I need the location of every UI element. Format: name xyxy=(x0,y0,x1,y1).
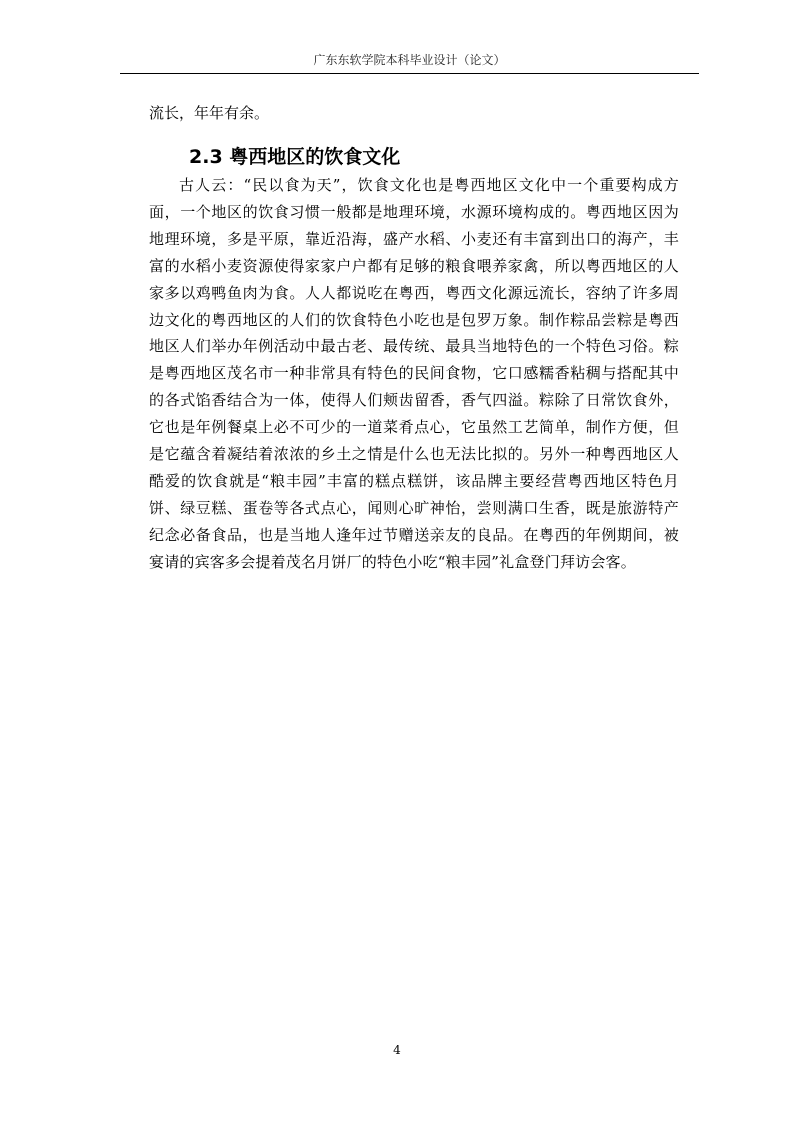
section-heading: 2.3 粤西地区的饮食文化 xyxy=(189,146,401,168)
page-body xyxy=(149,100,679,576)
page-number: 4 xyxy=(393,1043,401,1057)
body-paragraph: 古人云：“民以食为天”，饮食文化也是粤西地区文化中一个重要构成方面，一个地区的饮食习惯一般都是地理环境，水源环境构成的。粤西地区因为地理环境，多是平原，靠近沿海，盛产水稻、小麦还有丰富到出口的海产，丰富的水稻小麦资源使得家家户户都有足够的粮食喂养家禽，所以粤西地区的人家多以鸡鸭鱼肉为食。人人都说吃在粤西，粤西文化源远流长，容纳了许多周边文化的粤西地区的人们的饮食特色小吃也是包罗万象。制作粽品尝粽是粤西地区人们举办年例活动中最古老、最传统、最具当地特色的一个特色习俗。粽是粤西地区茂名市一种非常具有特色的民间食物，它口感糯香粘稠与搭配其中的各式馅香结合为一体，使得人们颊齿留香，香气四溢。粽除了日常饮食外，它也是年例餐桌上必不可少的一道菜肴点心，它虽然工艺简单，制作方便，但是它蕴含着凝结着浓浓的乡土之情是什么也无法比拟的。另外一种粤西地区人酷爱的饮食就是“粮丰园”丰富的糕点糕饼，该品牌主要经营粤西地区特色月饼、绿豆糕、蛋卷等各式点心，闻则心旷神怡，尝则满口生香，既是旅游特产纪念必备食品，也是当地人逢年过节赠送亲友的良品。在粤西的年例期间，被宴请的宾客多会提着茂名月饼厂的特色小吃“粮丰园”礼盒登门拜访会客。 xyxy=(149,176,679,571)
continuation-text: 流长，年年有余。 xyxy=(149,104,270,122)
running-header: 广东东软学院本科毕业设计（论文） xyxy=(313,53,506,67)
header-divider xyxy=(120,73,699,74)
